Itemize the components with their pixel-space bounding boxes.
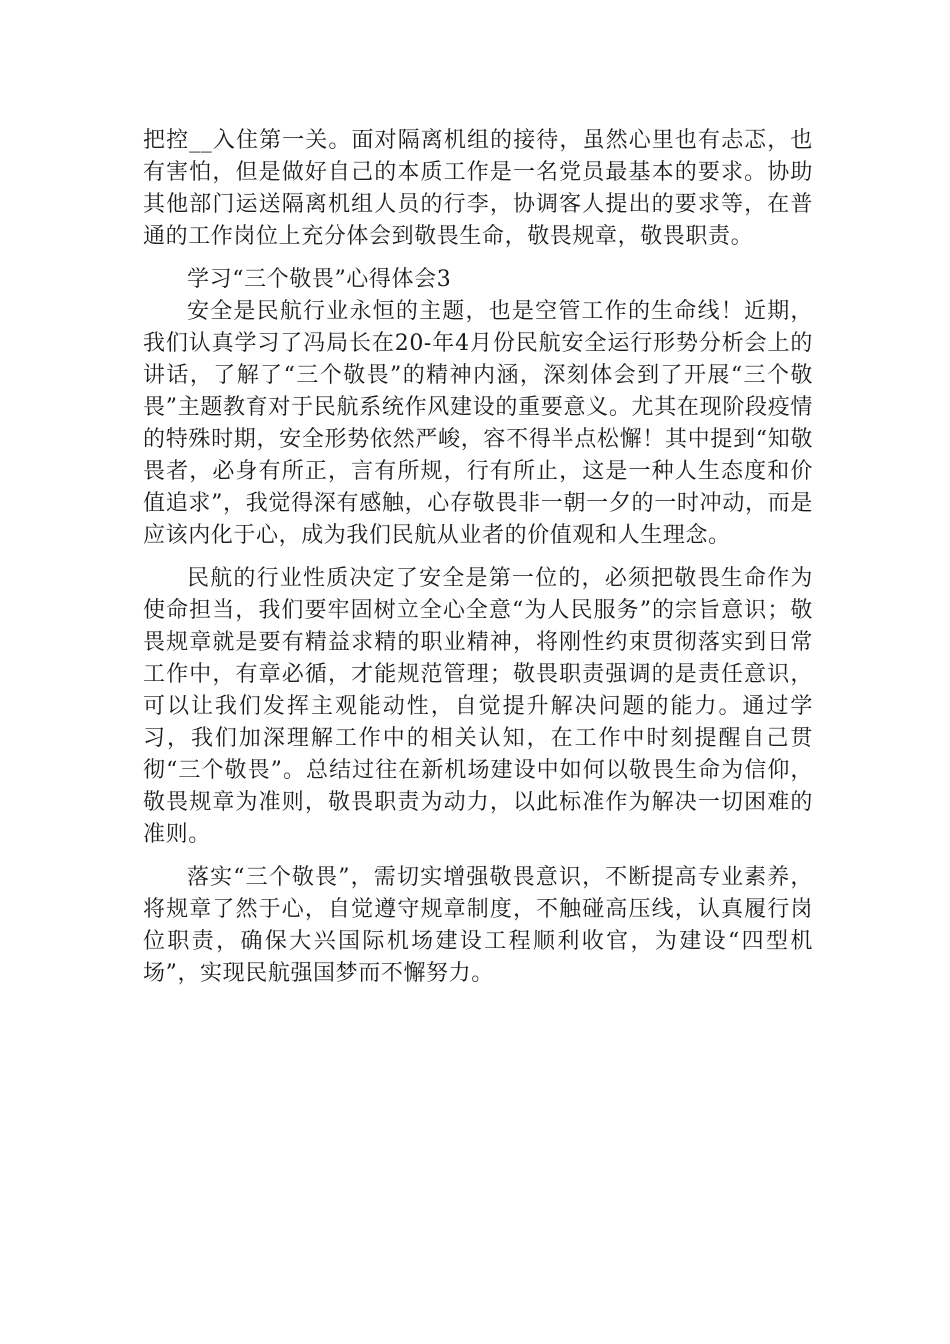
- paragraph: 安全是民航行业永恒的主题，也是空管工作的生命线！近期，我们认真学习了冯局长在20-年4月份民航安全运行形势分析会上的讲话，了解了“三个敬畏”的精神内涵，深刻体会到了开展“三个敬畏”主题教育对于民航系统作风建设的重要意义。尤其在现阶段疫情的特殊时期，安全形势依然严峻，容不得半点松懈！其中提到“知敬畏者，必身有所正，言有所规，行有所止，这是一种人生态度和价值追求”，我觉得深有感触，心存敬畏非一朝一夕的一时冲动，而是应该内化于心，成为我们民航从业者的价值观和人生理念。: [143, 299, 813, 548]
- paragraph-continued: 把控__入住第一关。面对隔离机组的接待，虽然心里也有忐忑，也有害怕，但是做好自己的本质工作是一名党员最基本的要求。协助其他部门运送隔离机组人员的行李，协调客人提出的要求等，在普通的工作岗位上充分体会到敬畏生命，敬畏规章，敬畏职责。: [143, 128, 813, 249]
- section-heading: 学习“三个敬畏”心得体会3: [187, 267, 452, 292]
- paragraph: 落实“三个敬畏”，需切实增强敬畏意识，不断提高专业素养，将规章了然于心，自觉遵守规章制度，不触碰高压线，认真履行岗位职责，确保大兴国际机场建设工程顺利收官，为建设“四型机场”，实现民航强国梦而不懈努力。: [143, 865, 813, 986]
- document-body: [143, 125, 813, 1001]
- paragraph: 民航的行业性质决定了安全是第一位的，必须把敬畏生命作为使命担当，我们要牢固树立全心全意“为人民服务”的宗旨意识；敬畏规章就是要有精益求精的职业精神，将刚性约束贯彻落实到日常工作中，有章必循，才能规范管理；敬畏职责强调的是责任意识，可以让我们发挥主观能动性，自觉提升解决问题的能力。通过学习，我们加深理解工作中的相关认知，在工作中时刻提醒自己贯彻“三个敬畏”。总结过往在新机场建设中如何以敬畏生命为信仰，敬畏规章为准则，敬畏职责为动力，以此标准作为解决一切困难的准则。: [143, 566, 813, 847]
